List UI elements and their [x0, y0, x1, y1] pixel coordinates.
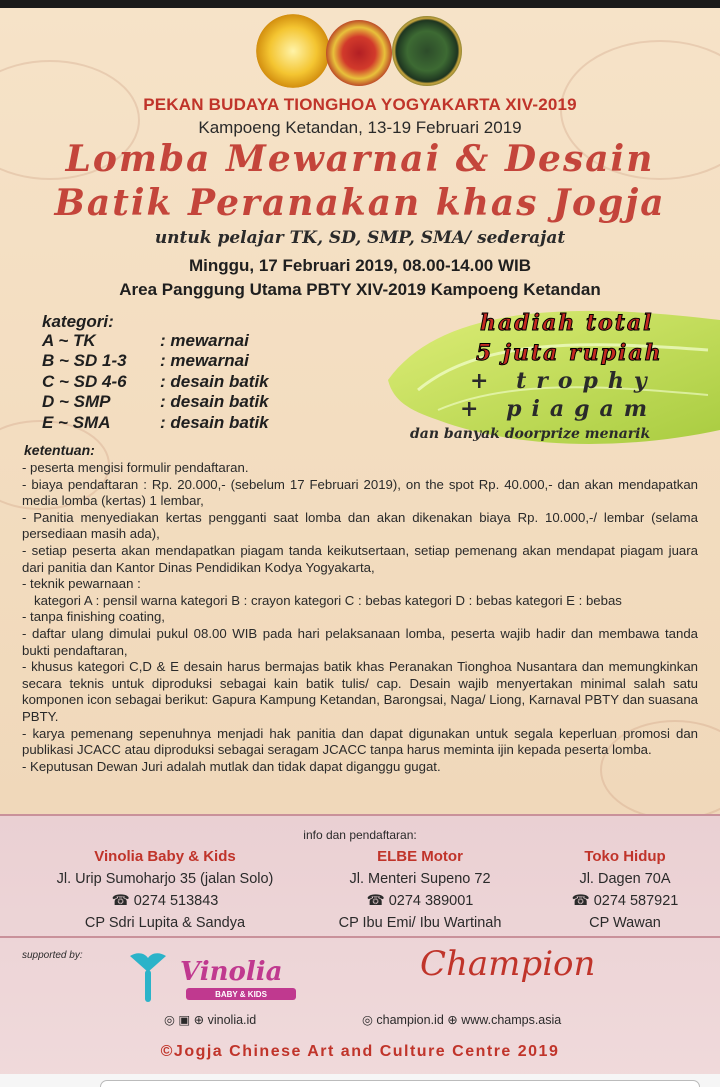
- category-desc: : desain batik: [160, 372, 269, 391]
- contact-person: CP Wawan: [589, 915, 661, 931]
- rule-item: - teknik pewarnaan :: [22, 576, 141, 592]
- contact-phone: ☎ 0274 389001: [366, 893, 474, 909]
- doorprize-text: dan banyak doorprize menarik: [410, 426, 651, 442]
- rules-list: [22, 460, 698, 775]
- logo-group: [0, 14, 720, 94]
- title-line-2: Batik Peranakan khas Jogja: [54, 182, 666, 224]
- prize-amount: 5 juta rupiah: [476, 340, 663, 366]
- category-row: [42, 392, 269, 412]
- prize-total: hadiah total: [480, 310, 654, 336]
- category-desc: : desain batik: [160, 392, 269, 411]
- category-desc: : mewarnai: [160, 331, 249, 350]
- category-code: E ~ SMA: [42, 413, 111, 432]
- category-code: D ~ SMP: [42, 392, 111, 411]
- category-desc: : mewarnai: [160, 351, 249, 370]
- category-code: C ~ SD 4-6: [42, 372, 127, 391]
- vinolia-logo: [122, 950, 312, 1006]
- event-area: Area Panggung Utama PBTY XIV-2019 Kampoeng Ketandan: [119, 280, 601, 299]
- rule-item: - tanpa finishing coating,: [22, 609, 165, 625]
- rule-item: kategori A : pensil warna kategori B : crayon kategori C : bebas kategori D : bebas kategori E : bebas: [34, 592, 622, 608]
- contact-name: Vinolia Baby & Kids: [94, 848, 236, 865]
- contact-address: Jl. Urip Sumoharjo 35 (jalan Solo): [56, 871, 274, 887]
- prize-certificate: + piagam: [460, 396, 658, 422]
- category-code: A ~ TK: [42, 331, 96, 350]
- participant-info: untuk pelajar TK, SD, SMP, SMA/ sederajat: [154, 228, 566, 248]
- contact-name: ELBE Motor: [377, 848, 463, 865]
- rule-item: - daftar ulang dimulai pukul 08.00 WIB pada hari pelaksanaan lomba, peserta wajib hadir dan membawa tanda bukti pendaftaran,: [22, 625, 698, 658]
- copyright: ©Jogja Chinese Art and Culture Centre 2019: [160, 1043, 560, 1060]
- rule-item: - karya pemenang sepenuhnya menjadi hak panitia dan dapat digunakan untuk segala keperluan promosi dan publikasi JCACC atau diproduksi sebagai seragam JCACC tanpa harus meminta ijin kepada peserta lomba.: [22, 725, 698, 758]
- contact-address: Jl. Menteri Supeno 72: [349, 871, 491, 887]
- rule-item: - Panitia menyediakan kertas pengganti saat lomba dan akan dikenakan biaya Rp. 10.000,-/ lembar (selama persediaan masih ada),: [22, 509, 698, 542]
- footer-divider: [0, 814, 720, 816]
- city-emblem-logo: [326, 20, 392, 86]
- top-bar: [0, 0, 720, 8]
- jcacc-logo: [256, 14, 330, 88]
- contact-person: CP Sdri Lupita & Sandya: [84, 915, 246, 931]
- rule-item: - setiap peserta akan mendapatkan piagam tanda keikutsertaan, setiap pemenang akan mendapat piagam juara dari panitia dan Kantor Dinas Pendidikan Kodya Yogyakarta,: [22, 542, 698, 575]
- contact-toko-hidup: [540, 846, 710, 934]
- rule-item: - peserta mengisi formulir pendaftaran.: [22, 460, 249, 475]
- rules-title: ketentuan:: [24, 442, 95, 458]
- category-row: [42, 372, 269, 392]
- kraton-emblem-logo: [392, 16, 462, 86]
- vinolia-wordmark: Vinolia: [180, 957, 283, 987]
- contact-phone: ☎ 0274 587921: [571, 893, 679, 909]
- event-date: Minggu, 17 Februari 2019, 08.00-14.00 WIB: [188, 256, 532, 275]
- footer-divider: [0, 936, 720, 938]
- vinolia-subtitle: BABY & KIDS: [215, 990, 267, 999]
- category-row: [42, 351, 249, 371]
- contact-person: CP Ibu Emi/ Ibu Wartinah: [338, 915, 502, 931]
- contact-name: Toko Hidup: [584, 848, 666, 865]
- champion-logo: Champion: [420, 944, 596, 984]
- rule-item: - khusus kategori C,D & E desain harus bermajas batik khas Peranakan Tionghoa Nusantara dan memungkinkan secara teknis untuk diproduksi sebagai kain batik tulis/ cap. Desain wajib menyertakan minimal salah satu komponen icon sebagai berikut: Gapura Kampung Ketandan, Barongsai, Naga/ Liong, Karnaval PBTY dan suasana PBTY.: [22, 659, 698, 724]
- vinolia-social: ◎ ▣ ⊕ vinolia.id: [164, 1013, 257, 1027]
- title-line-1: Lomba Mewarnai & Desain: [65, 138, 655, 180]
- category-code: B ~ SD 1-3: [42, 351, 127, 370]
- contact-phone: ☎ 0274 513843: [111, 893, 219, 909]
- contact-vinolia: [30, 846, 300, 934]
- category-row: [42, 331, 249, 351]
- champion-social: ◎ champion.id ⊕ www.champs.asia: [362, 1013, 562, 1027]
- categories-title: kategori:: [42, 312, 114, 331]
- reply-input[interactable]: [100, 1080, 700, 1087]
- supported-by-label: supported by:: [22, 950, 83, 961]
- info-heading: info dan pendaftaran:: [303, 828, 417, 842]
- contact-address: Jl. Dagen 70A: [579, 871, 671, 887]
- event-name: PEKAN BUDAYA TIONGHOA YOGYAKARTA XIV-2019: [143, 95, 577, 114]
- category-row: [42, 413, 269, 433]
- contact-elbe: [300, 846, 540, 934]
- prize-trophy: + trophy: [470, 368, 657, 394]
- rule-item: - biaya pendaftaran : Rp. 20.000,- (sebelum 17 Februari 2019), on the spot Rp. 40.000,- dan akan mendapatkan media lomba (kertas) 1 lembar,: [22, 476, 698, 509]
- rule-item: - Keputusan Dewan Juri adalah mutlak dan tidak dapat diganggu gugat.: [22, 758, 441, 774]
- event-venue: Kampoeng Ketandan, 13-19 Februari 2019: [198, 118, 522, 137]
- category-desc: : desain batik: [160, 413, 269, 432]
